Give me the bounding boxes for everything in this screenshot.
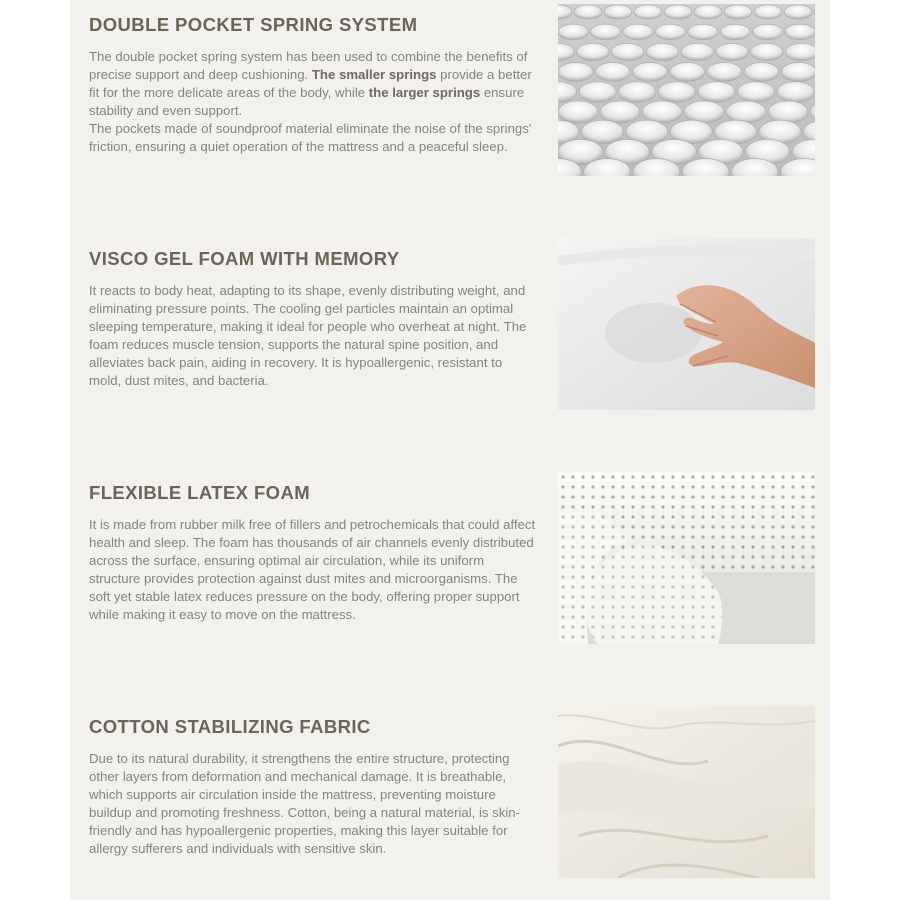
section-title: VISCO GEL FOAM WITH MEMORY <box>89 248 400 269</box>
pocket-springs-photo <box>558 4 815 176</box>
latex-foam-photo <box>558 472 815 644</box>
section-title: FLEXIBLE LATEX FOAM <box>89 482 311 503</box>
section-text <box>89 716 536 858</box>
description-text: The double pocket spring system has been used to combine the benefits of precise support and deep cushioning. <box>89 49 528 82</box>
content-panel <box>70 0 830 900</box>
description-text: The pockets made of soundproof material eliminate the noise of the springs' friction, ensuring a quiet operation of the mattress and a peaceful sleep. <box>89 121 532 154</box>
section-text <box>89 14 536 156</box>
description-text: ensure stability and even support. <box>89 85 525 118</box>
visco-gel-foam-photo <box>558 238 815 410</box>
section-description: Due to its natural durability, it strengthens the entire structure, protecting other layers from deformation and mechanical damage. It is breathable, which supports air circulation inside the mattress, preventing moisture buildup and promoting freshness. Cotton, being a natural material, is skin-friendly and has hypoallergenic properties, making this layer suitable for allergy sufferers and individuals with sensitive skin. <box>89 751 521 856</box>
section-description: It is made from rubber milk free of fillers and petrochemicals that could affect health and sleep. The foam has thousands of air channels evenly distributed across the surface, ensuring optimal air circulation, while its uniform structure provides protection against dust mites and microorganisms. The soft yet stable latex reduces pressure on the body, offering proper support while making it easy to move on the mattress. <box>89 517 536 622</box>
section-title: COTTON STABILIZING FABRIC <box>89 716 371 737</box>
section-title: DOUBLE POCKET SPRING SYSTEM <box>89 14 418 35</box>
section-text <box>89 248 536 390</box>
cotton-fabric-photo <box>558 706 815 878</box>
section-description: It reacts to body heat, adapting to its shape, evenly distributing weight, and eliminating pressure points. The cooling gel particles maintain an optimal sleeping temperature, making it ideal for people who overheat at night. The foam reduces muscle tension, supports the natural spine position, and alleviates back pain, aiding in recovery. It is hypoallergenic, resistant to mold, dust mites, and bacteria. <box>89 283 527 388</box>
highlight-smaller-springs: The smaller springs <box>311 67 437 82</box>
highlight-larger-springs: the larger springs <box>368 85 481 100</box>
section-text <box>89 482 536 624</box>
section-description <box>89 48 536 156</box>
description-text: provide a better fit for the more delicate areas of the body, while <box>89 67 532 100</box>
